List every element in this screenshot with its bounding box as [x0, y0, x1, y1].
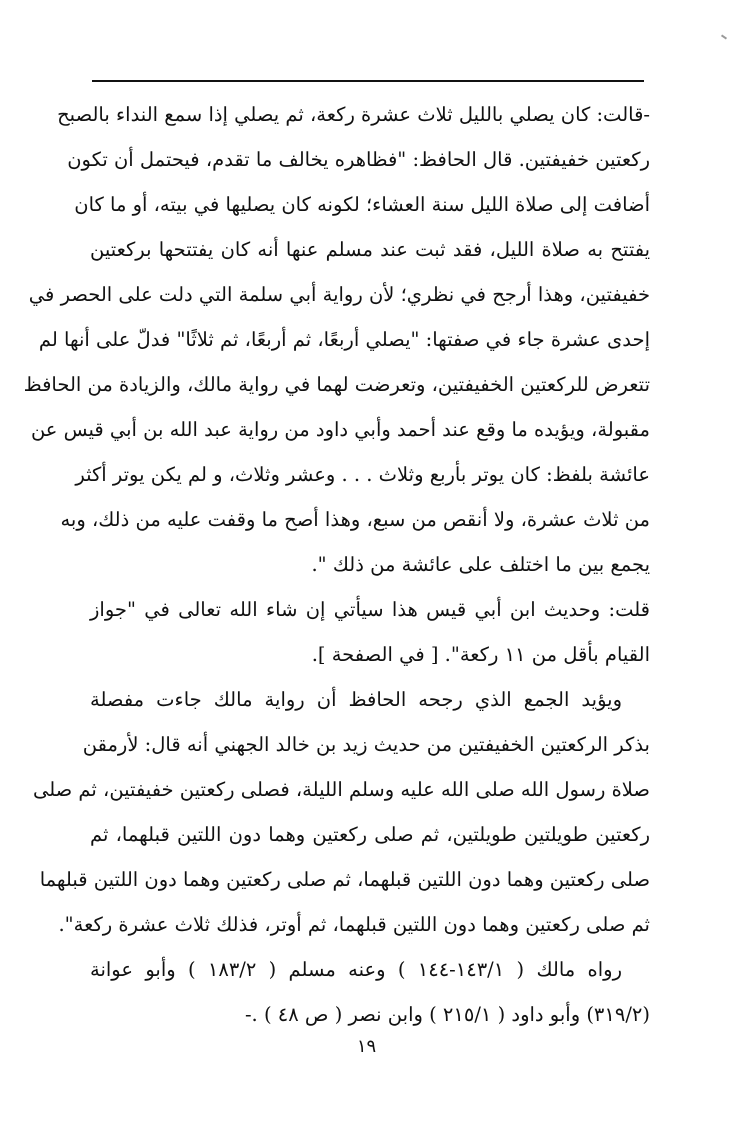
text-line: (٣١٩/٢) وأبو داود ( ٢١٥/١ ) وابن نصر ( ص ٤٨ ) .- — [244, 1003, 650, 1026]
text-line: القيام بأقل من ١١ ركعة". [ في الصفحة ]. — [311, 643, 650, 666]
body-text — [23, 92, 650, 1037]
header-rule — [92, 80, 644, 82]
text-line: يجمع بين ما اختلف على عائشة من ذلك ". — [311, 553, 650, 576]
text-line: صلاة رسول الله صلى الله عليه وسلم الليلة، فصلى ركعتين خفيفتين، ثم صلى — [32, 778, 650, 801]
text-line: بذكر الركعتين الخفيفتين من حديث زيد بن خالد الجهني أنه قال: لأرمقن — [82, 733, 650, 756]
scan-mark — [721, 34, 727, 39]
text-line: عائشة بلفظ: كان يوتر بأربع وثلاث . . . وعشر وثلاث، و لم يكن يوتر أكثر — [75, 463, 650, 486]
text-line: تتعرض للركعتين الخفيفتين، وتعرضت لهما في رواية مالك، والزيادة من الحافظ — [23, 373, 650, 396]
text-line: رواه مالك ( ١٤٣/١-١٤٤ ) وعنه مسلم ( ١٨٣/٢ ) وأبو عوانة — [90, 958, 622, 981]
text-line: صلى ركعتين وهما دون اللتين قبلهما، ثم صلى ركعتين وهما دون اللتين قبلهما — [39, 868, 650, 891]
text-line: مقبولة، ويؤيده ما وقع عند أحمد وأبي داود من رواية عبد الله بن أبي قيس عن — [30, 418, 650, 441]
page-number: ١٩ — [356, 1036, 377, 1057]
text-line: ركعتين طويلتين طويلتين، ثم صلى ركعتين وهما دون اللتين قبلهما، ثم — [90, 823, 650, 846]
text-line: قلت: وحديث ابن أبي قيس هذا سيأتي إن شاء الله تعالى في "جواز — [90, 598, 650, 621]
text-line: ويؤيد الجمع الذي رجحه الحافظ أن رواية مالك جاءت مفصلة — [90, 688, 622, 711]
text-line: -قالت: كان يصلي بالليل ثلاث عشرة ركعة، ثم يصلي إذا سمع النداء بالصبح — [57, 103, 650, 126]
text-line: من ثلاث عشرة، ولا أنقص من سبع، وهذا أصح ما وقفت عليه من ذلك، وبه — [60, 508, 650, 531]
text-line: ركعتين خفيفتين. قال الحافظ: "فظاهره يخالف ما تقدم، فيحتمل أن تكون — [67, 148, 650, 171]
text-line: ثم صلى ركعتين وهما دون اللتين قبلهما، ثم أوتر، فذلك ثلاث عشرة ركعة". — [58, 913, 650, 936]
text-line: يفتتح به صلاة الليل، فقد ثبت عند مسلم عنها أنه كان يفتتحها بركعتين — [90, 238, 650, 261]
text-line: أضافت إلى صلاة الليل سنة العشاء؛ لكونه كان يصليها في بيته، أو ما كان — [74, 193, 650, 216]
text-line: خفيفتين، وهذا أرجح في نظري؛ لأن رواية أبي سلمة التي دلت على الحصر في — [28, 283, 650, 306]
text-line: إحدى عشرة جاء في صفتها: "يصلي أربعًا، ثم أربعًا، ثم ثلاثًا" فدلّ على أنها لم — [38, 328, 650, 351]
